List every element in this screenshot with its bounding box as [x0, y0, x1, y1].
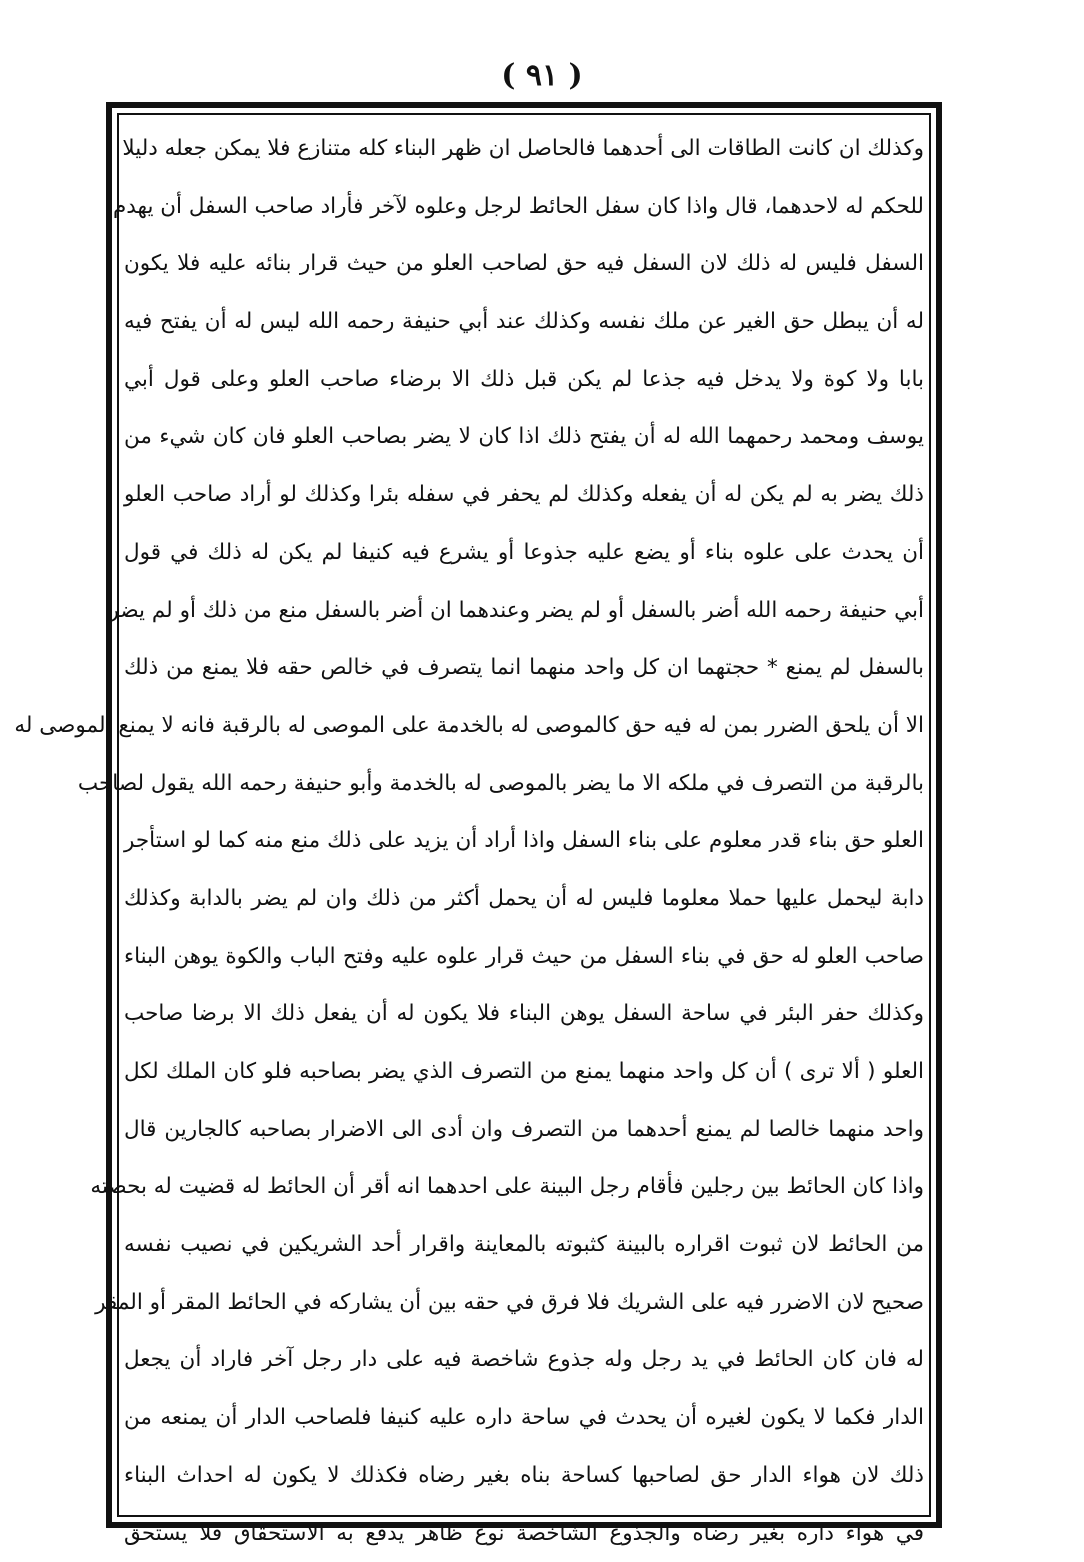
text-line: صاحب العلو له حق في بناء السفل من حيث قرار علوه عليه وفتح الباب والكوة يوهن البناء: [124, 928, 924, 986]
text-line: دابة ليحمل عليها حملا معلوما فليس له أن يحمل أكثر من ذلك وان لم يضر بالدابة وكذلك: [124, 870, 924, 928]
text-line: يوسف ومحمد رحمهما الله له أن يفتح ذلك اذا كان لا يضر بصاحب العلو فان كان شيء من: [124, 408, 924, 466]
text-line: العلو ( ألا ترى ) أن كل واحد منهما يمنع من التصرف الذي يضر بصاحبه فلو كان الملك لكل: [124, 1043, 924, 1101]
text-line: وكذلك ان كانت الطاقات الى أحدهما فالحاصل ان ظهر البناء كله متنازع فلا يمكن جعله دليلا: [124, 120, 924, 178]
text-line: من الحائط لان ثبوت اقراره بالبينة كثبوته بالمعاينة واقرار أحد الشريكين في نصيب نفسه: [124, 1216, 924, 1274]
text-line: السفل فليس له ذلك لان السفل فيه حق لصاحب العلو من حيث قرار بنائه عليه فلا يكون: [124, 235, 924, 293]
text-line: أبي حنيفة رحمه الله أضر بالسفل أو لم يضر وعندهما ان أضر بالسفل منع من ذلك أو لم يضر: [124, 582, 924, 640]
text-body: [124, 120, 924, 1512]
text-line: في هواء داره بغير رضاه والجذوع الشاخصة نوع ظاهر يدفع به الاستحقاق فلا يستحق: [124, 1505, 924, 1562]
text-line: واحد منهما خالصا لم يمنع أحدهما من التصرف وان أدى الى الاضرار بصاحبه كالجارين قال: [124, 1101, 924, 1159]
text-line: له أن يبطل حق الغير عن ملك نفسه وكذلك عند أبي حنيفة رحمه الله ليس له أن يفتح فيه: [124, 293, 924, 351]
text-line: بالرقبة من التصرف في ملكه الا ما يضر بالموصى له بالخدمة وأبو حنيفة رحمه الله يقول لصاحب: [124, 755, 924, 813]
page-number: ( ٩١ ): [0, 58, 1084, 93]
text-line: بابا ولا كوة ولا يدخل فيه جذعا لم يكن قبل ذلك الا برضاء صاحب العلو وعلى قول أبي: [124, 351, 924, 409]
text-line: أن يحدث على علوه بناء أو يضع عليه جذوعا أو يشرع فيه كنيفا لم يكن له ذلك في قول: [124, 524, 924, 582]
text-line: بالسفل لم يمنع * حجتهما ان كل واحد منهما انما يتصرف في خالص حقه فلا يمنع من ذلك: [124, 639, 924, 697]
text-line: ذلك يضر به لم يكن له أن يفعله وكذلك لم يحفر في سفله بئرا وكذلك لو أراد صاحب العلو: [124, 466, 924, 524]
text-line: وكذلك حفر البئر في ساحة السفل يوهن البناء فلا يكون له أن يفعل ذلك الا برضا صاحب: [124, 985, 924, 1043]
text-line: له فان كان الحائط في يد رجل وله جذوع شاخصة فيه على دار رجل آخر فاراد أن يجعل: [124, 1331, 924, 1389]
text-line: العلو حق بناء قدر معلوم على بناء السفل واذا أراد أن يزيد على ذلك منع منه كما لو استأجر: [124, 812, 924, 870]
text-line: صحيح لان الاضرر فيه على الشريك فلا فرق في حقه بين أن يشاركه في الحائط المقر أو المقر: [124, 1274, 924, 1332]
text-line: الا أن يلحق الضرر بمن له فيه حق كالموصى له بالخدمة على الموصى له بالرقبة فانه لا يمنع الموصى له: [124, 697, 924, 755]
text-line: واذا كان الحائط بين رجلين فأقام رجل البينة على احدهما انه أقر أن الحائط له قضيت له بحصته: [124, 1158, 924, 1216]
text-line: ذلك لان هواء الدار حق لصاحبها كساحة بناه بغير رضاه فكذلك لا يكون له احداث البناء: [124, 1447, 924, 1505]
text-line: للحكم له لاحدهما، قال واذا كان سفل الحائط لرجل وعلوه لآخر فأراد صاحب السفل أن يهدم: [124, 178, 924, 236]
text-line: الدار فكما لا يكون لغيره أن يحدث في ساحة داره عليه كنيفا فلصاحب الدار أن يمنعه من: [124, 1389, 924, 1447]
